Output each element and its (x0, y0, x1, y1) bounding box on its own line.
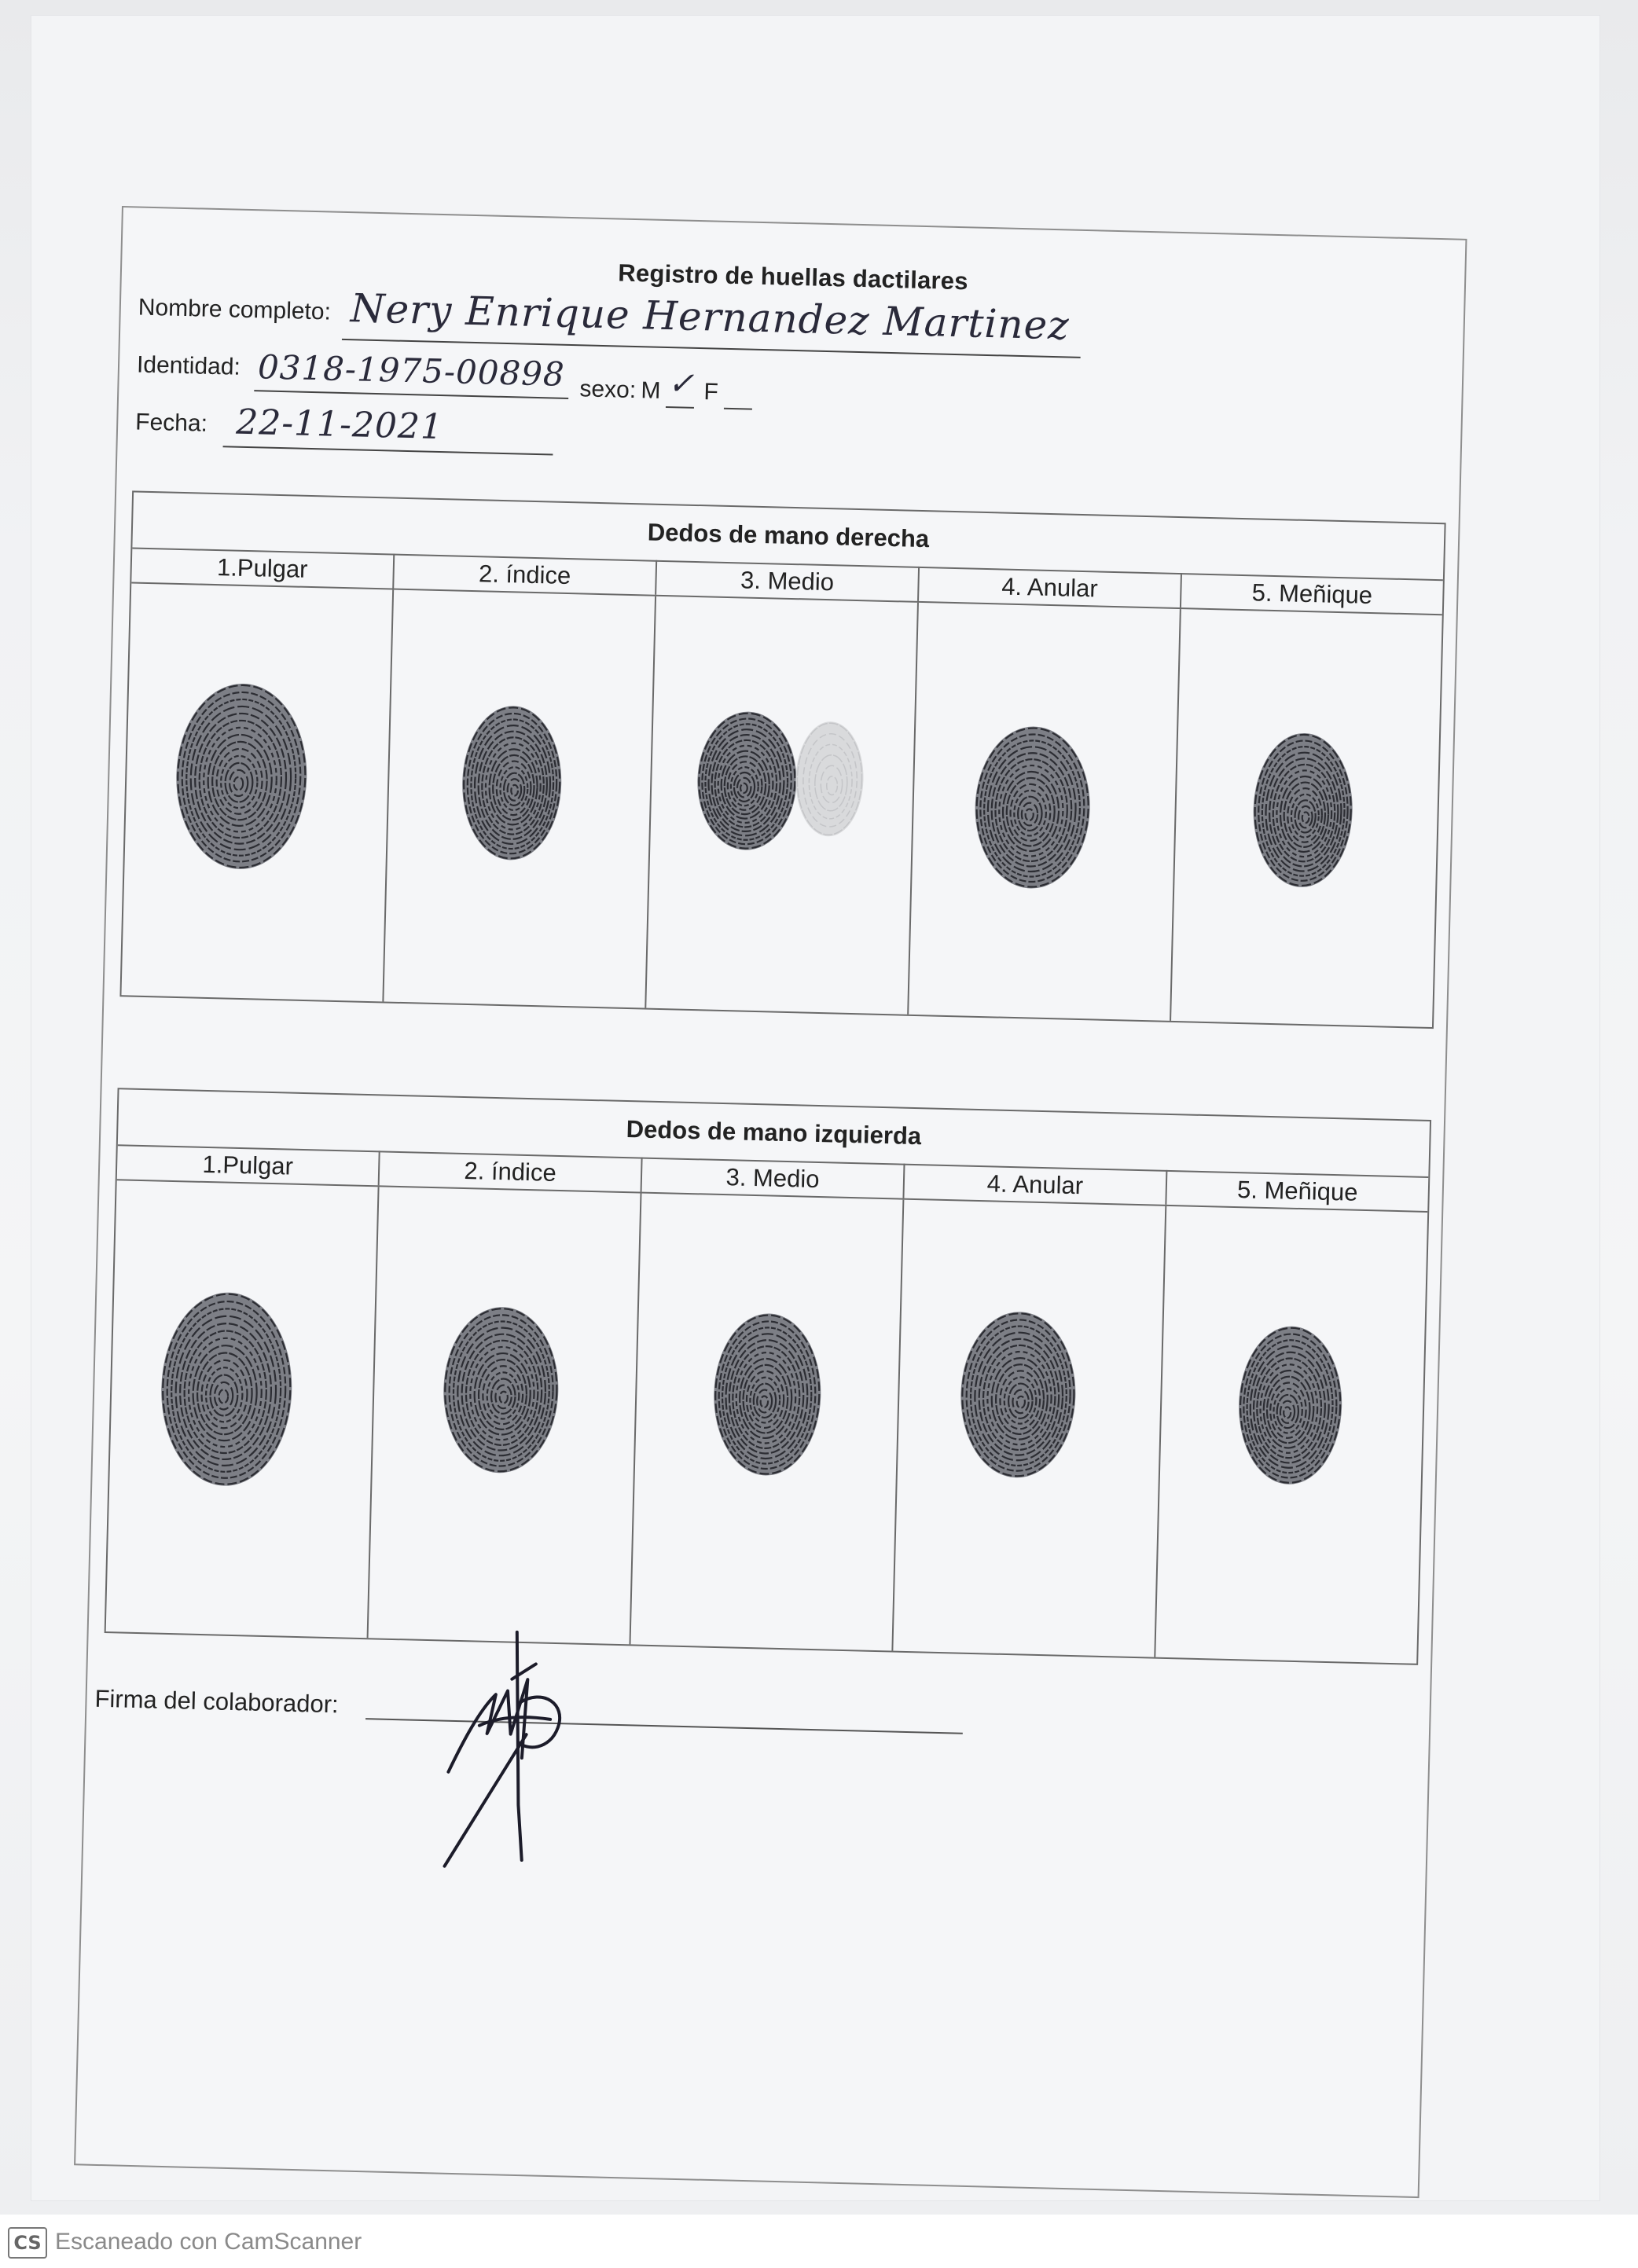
fingerprint-icon (440, 1304, 562, 1476)
right-hand-cells (121, 583, 1442, 1027)
sex-f-line (724, 408, 752, 410)
camscanner-logo: CS (8, 2227, 47, 2259)
faint-fingerprint-icon (793, 719, 867, 839)
date-line (223, 446, 553, 455)
left-hand-title: Dedos de mano izquierda (118, 1089, 1430, 1178)
right-pinky-cell (1171, 609, 1442, 1027)
left-ring-cell (893, 1200, 1166, 1657)
right-ring-cell (909, 603, 1181, 1021)
right-header-ring: 4. Anular (919, 567, 1182, 607)
id-label: Identidad: (136, 351, 241, 380)
left-header-thumb: 1.Pulgar (117, 1144, 380, 1185)
fingerprint-icon (1236, 1323, 1346, 1487)
name-label: Nombre completo: (138, 294, 332, 325)
sex-label: sexo: (579, 376, 637, 404)
fingerprint-icon (694, 709, 799, 853)
fingerprint-icon (971, 724, 1093, 892)
right-header-middle: 3. Medio (656, 560, 920, 601)
left-header-ring: 4. Anular (904, 1164, 1167, 1205)
form-title: Registro de huellas dactilares (618, 259, 969, 295)
fingerprint-icon (711, 1311, 825, 1478)
left-hand-cells (106, 1180, 1428, 1664)
signature-image (428, 1614, 608, 1901)
left-hand-table (105, 1088, 1431, 1665)
left-thumb-cell (106, 1180, 380, 1638)
right-header-pinky: 5. Meñique (1251, 578, 1373, 610)
right-middle-cell (646, 596, 919, 1015)
left-header-index: 2. índice (380, 1151, 643, 1191)
fingerprint-icon (172, 681, 310, 872)
fingerprint-icon (1250, 730, 1356, 890)
right-hand-table (119, 490, 1445, 1029)
date-value: 22-11-2021 (235, 402, 444, 448)
left-pinky-cell (1155, 1206, 1427, 1664)
signature-label: Firma del colaborador: (94, 1684, 340, 1719)
fingerprint-icon (459, 703, 565, 863)
fingerprint-icon (157, 1290, 296, 1489)
left-header-middle: 3. Medio (642, 1158, 905, 1198)
form-frame (74, 206, 1467, 2198)
camscanner-text: Escaneado con CamScanner (55, 2229, 362, 2255)
left-middle-cell (630, 1194, 904, 1651)
right-thumb-cell (121, 583, 394, 1001)
right-header-thumb: 1.Pulgar (131, 547, 395, 588)
sex-f-label: F (703, 379, 719, 406)
right-index-cell (384, 590, 656, 1008)
left-index-cell (369, 1187, 642, 1644)
left-header-pinky: 5. Meñique (1236, 1176, 1358, 1206)
sex-check-mark: ✓ (667, 365, 696, 402)
id-value: 0318-1975-00898 (257, 347, 566, 394)
right-hand-title: Dedos de mano derecha (132, 492, 1444, 581)
name-value: Nery Enrique Hernandez Martinez (350, 285, 1071, 349)
scanner-footer (0, 2215, 1638, 2268)
sex-m-line (666, 406, 694, 409)
fingerprint-icon (957, 1309, 1079, 1481)
right-header-index: 2. índice (394, 554, 657, 595)
sex-m-label: M (641, 377, 661, 404)
date-label: Fecha: (134, 409, 208, 437)
